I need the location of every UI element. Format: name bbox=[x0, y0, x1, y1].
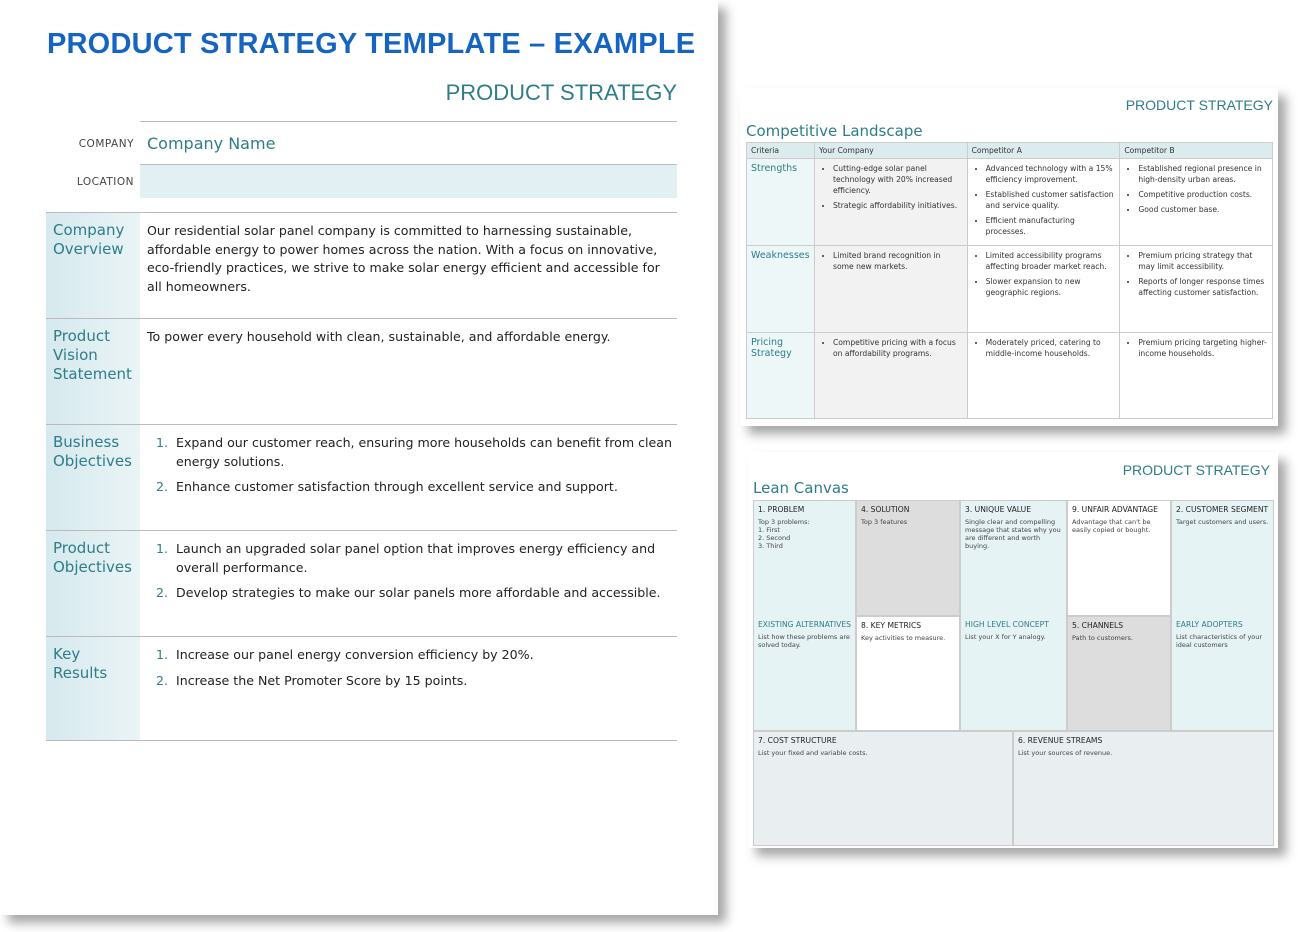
cell-title: EXISTING ALTERNATIVES bbox=[758, 620, 851, 629]
bullet-item: • Moderately priced, catering to middle-income households. bbox=[986, 337, 1116, 359]
cell-title: EARLY ADOPTERS bbox=[1176, 620, 1243, 629]
list-item: 1. Expand our customer reach, ensuring more households can benefit from clean energy solutions. bbox=[172, 434, 677, 471]
section-label: Product Objectives bbox=[46, 531, 140, 636]
table-cell bbox=[1120, 246, 1273, 333]
bullet-item: • Strategic affordability initiatives. bbox=[833, 200, 963, 211]
bullet-item: • Established regional presence in high-density urban areas. bbox=[1138, 163, 1268, 185]
section-text: To power every household with clean, sustainable, and affordable energy. bbox=[147, 329, 611, 344]
list-item: 1. Launch an upgraded solar panel option that improves energy efficiency and overall performance. bbox=[172, 540, 677, 577]
cell-description: Top 3 features bbox=[861, 518, 908, 526]
cell-description: Top 3 problems: 1. First 2. Second 3. Third bbox=[758, 518, 810, 550]
section-label: Company Overview bbox=[46, 213, 140, 318]
cell-description: Key activities to measure. bbox=[861, 634, 946, 642]
cell-description: List your X for Y analogy. bbox=[965, 633, 1046, 641]
location-row bbox=[76, 164, 677, 198]
lean-canvas-page bbox=[748, 452, 1278, 848]
bullet-item: • Advanced technology with a 15% efficiency improvement. bbox=[986, 163, 1116, 185]
cell-title: 3. UNIQUE VALUE bbox=[965, 505, 1031, 514]
section-title: Competitive Landscape bbox=[746, 122, 923, 140]
cell-description: Advantage that can't be easily copied or bought. bbox=[1072, 518, 1151, 534]
canvas-cell-revenue[interactable] bbox=[1013, 731, 1274, 846]
cell-description: List your fixed and variable costs. bbox=[758, 749, 868, 757]
table-cell bbox=[814, 246, 967, 333]
criteria-cell: Weaknesses bbox=[747, 246, 815, 333]
bullet-item: • Competitive pricing with a focus on affordability programs. bbox=[833, 337, 963, 359]
cell-description: List your sources of revenue. bbox=[1018, 749, 1113, 757]
company-row bbox=[78, 121, 677, 164]
list-item: 2. Increase the Net Promoter Score by 15 points. bbox=[172, 672, 677, 691]
list-item: 2. Develop strategies to make our solar panels more affordable and accessible. bbox=[172, 584, 677, 603]
document-title: PRODUCT STRATEGY TEMPLATE – EXAMPLE bbox=[47, 28, 696, 60]
canvas-cell-solution[interactable] bbox=[856, 500, 960, 616]
table-row bbox=[747, 246, 1273, 333]
cell-title: 2. CUSTOMER SEGMENT bbox=[1176, 505, 1269, 514]
bullet-item: • Cutting-edge solar panel technology with 20% increased efficiency. bbox=[833, 163, 963, 196]
bullet-item: • Competitive production costs. bbox=[1138, 189, 1268, 200]
bullet-item: • Premium pricing targeting higher-income households. bbox=[1138, 337, 1268, 359]
canvas-cell-segment[interactable] bbox=[1171, 500, 1274, 616]
section-label: Product Vision Statement bbox=[46, 319, 140, 424]
section-company-overview bbox=[46, 212, 677, 318]
cell-description: Target customers and users. bbox=[1176, 518, 1269, 526]
table-cell bbox=[1120, 159, 1273, 246]
cell-title: 9. UNFAIR ADVANTAGE bbox=[1072, 505, 1158, 514]
bullet-item: • Limited brand recognition in some new markets. bbox=[833, 250, 963, 272]
criteria-cell: Strengths bbox=[747, 159, 815, 246]
section-title: Lean Canvas bbox=[753, 479, 849, 497]
canvas-cell-channels[interactable] bbox=[1067, 616, 1171, 731]
cell-title: 7. COST STRUCTURE bbox=[758, 736, 837, 745]
bullet-item: • Established customer satisfaction and service quality. bbox=[986, 189, 1116, 211]
section-text: Our residential solar panel company is committed to harnessing sustainable, affordable energy to power homes across the nation. With a focus on innovative, eco-friendly practices, we strive to make solar energy efficient and accessible for all homeowners. bbox=[147, 223, 660, 294]
canvas-cell-cost[interactable] bbox=[753, 731, 1013, 846]
table-row bbox=[747, 333, 1273, 419]
competitive-landscape-page bbox=[740, 88, 1278, 426]
cell-title: 8. KEY METRICS bbox=[861, 621, 922, 630]
canvas-cell-unique[interactable] bbox=[960, 500, 1067, 616]
table-cell bbox=[967, 246, 1120, 333]
criteria-cell: Pricing Strategy bbox=[747, 333, 815, 419]
cell-description: Single clear and compelling message that states why you are different and worth buying. bbox=[965, 518, 1061, 550]
list-item: 1. Increase our panel energy conversion efficiency by 20%. bbox=[172, 646, 677, 665]
company-field[interactable]: Company Name bbox=[147, 134, 276, 153]
page-header: PRODUCT STRATEGY bbox=[1125, 97, 1273, 113]
competitive-table bbox=[746, 142, 1273, 419]
bullet-item: • Premium pricing strategy that may limit accessibility. bbox=[1138, 250, 1268, 272]
bullet-item: • Limited accessibility programs affecting broader market reach. bbox=[986, 250, 1116, 272]
bullet-item: • Good customer base. bbox=[1138, 204, 1268, 215]
cell-description: List characteristics of your ideal customers bbox=[1176, 633, 1263, 649]
cell-title: 6. REVENUE STREAMS bbox=[1018, 736, 1103, 745]
page-header: PRODUCT STRATEGY bbox=[445, 80, 677, 105]
cell-title: 4. SOLUTION bbox=[861, 505, 910, 514]
canvas-cell-unfair[interactable] bbox=[1067, 500, 1171, 616]
company-label: COMPANY bbox=[78, 138, 134, 150]
cell-description: List how these problems are solved today. bbox=[758, 633, 850, 649]
section-label: Key Results bbox=[46, 637, 140, 740]
section-business-objectives bbox=[46, 424, 677, 530]
page-header: PRODUCT STRATEGY bbox=[1122, 462, 1270, 478]
table-cell bbox=[814, 333, 967, 419]
canvas-cell-metrics[interactable] bbox=[856, 616, 960, 731]
section-product-objectives bbox=[46, 530, 677, 636]
cell-description: Path to customers. bbox=[1072, 634, 1133, 642]
cell-title: 1. PROBLEM bbox=[758, 505, 805, 514]
canvas-cell-problem[interactable] bbox=[753, 500, 856, 616]
column-header: Your Company bbox=[814, 143, 967, 159]
canvas-cell-adopters[interactable] bbox=[1171, 616, 1274, 731]
list-item: 2. Enhance customer satisfaction through excellent service and support. bbox=[172, 478, 677, 497]
bullet-item: • Slower expansion to new geographic regions. bbox=[986, 276, 1116, 298]
table-row bbox=[747, 159, 1273, 246]
column-header: Competitor B bbox=[1120, 143, 1273, 159]
table-cell bbox=[967, 159, 1120, 246]
section-key-results bbox=[46, 636, 677, 741]
canvas-cell-alternatives[interactable] bbox=[753, 616, 856, 731]
table-cell bbox=[967, 333, 1120, 419]
section-label: Business Objectives bbox=[46, 425, 140, 530]
column-header: Competitor A bbox=[967, 143, 1120, 159]
section-vision bbox=[46, 318, 677, 424]
cell-title: HIGH LEVEL CONCEPT bbox=[965, 620, 1049, 629]
column-header: Criteria bbox=[747, 143, 815, 159]
bullet-item: • Efficient manufacturing processes. bbox=[986, 215, 1116, 237]
table-cell bbox=[1120, 333, 1273, 419]
bullet-item: • Reports of longer response times affecting customer satisfaction. bbox=[1138, 276, 1268, 298]
table-cell bbox=[814, 159, 967, 246]
cell-title: 5. CHANNELS bbox=[1072, 621, 1124, 630]
location-label: LOCATION bbox=[76, 176, 134, 188]
canvas-cell-concept[interactable] bbox=[960, 616, 1067, 731]
lean-canvas bbox=[753, 500, 1274, 846]
